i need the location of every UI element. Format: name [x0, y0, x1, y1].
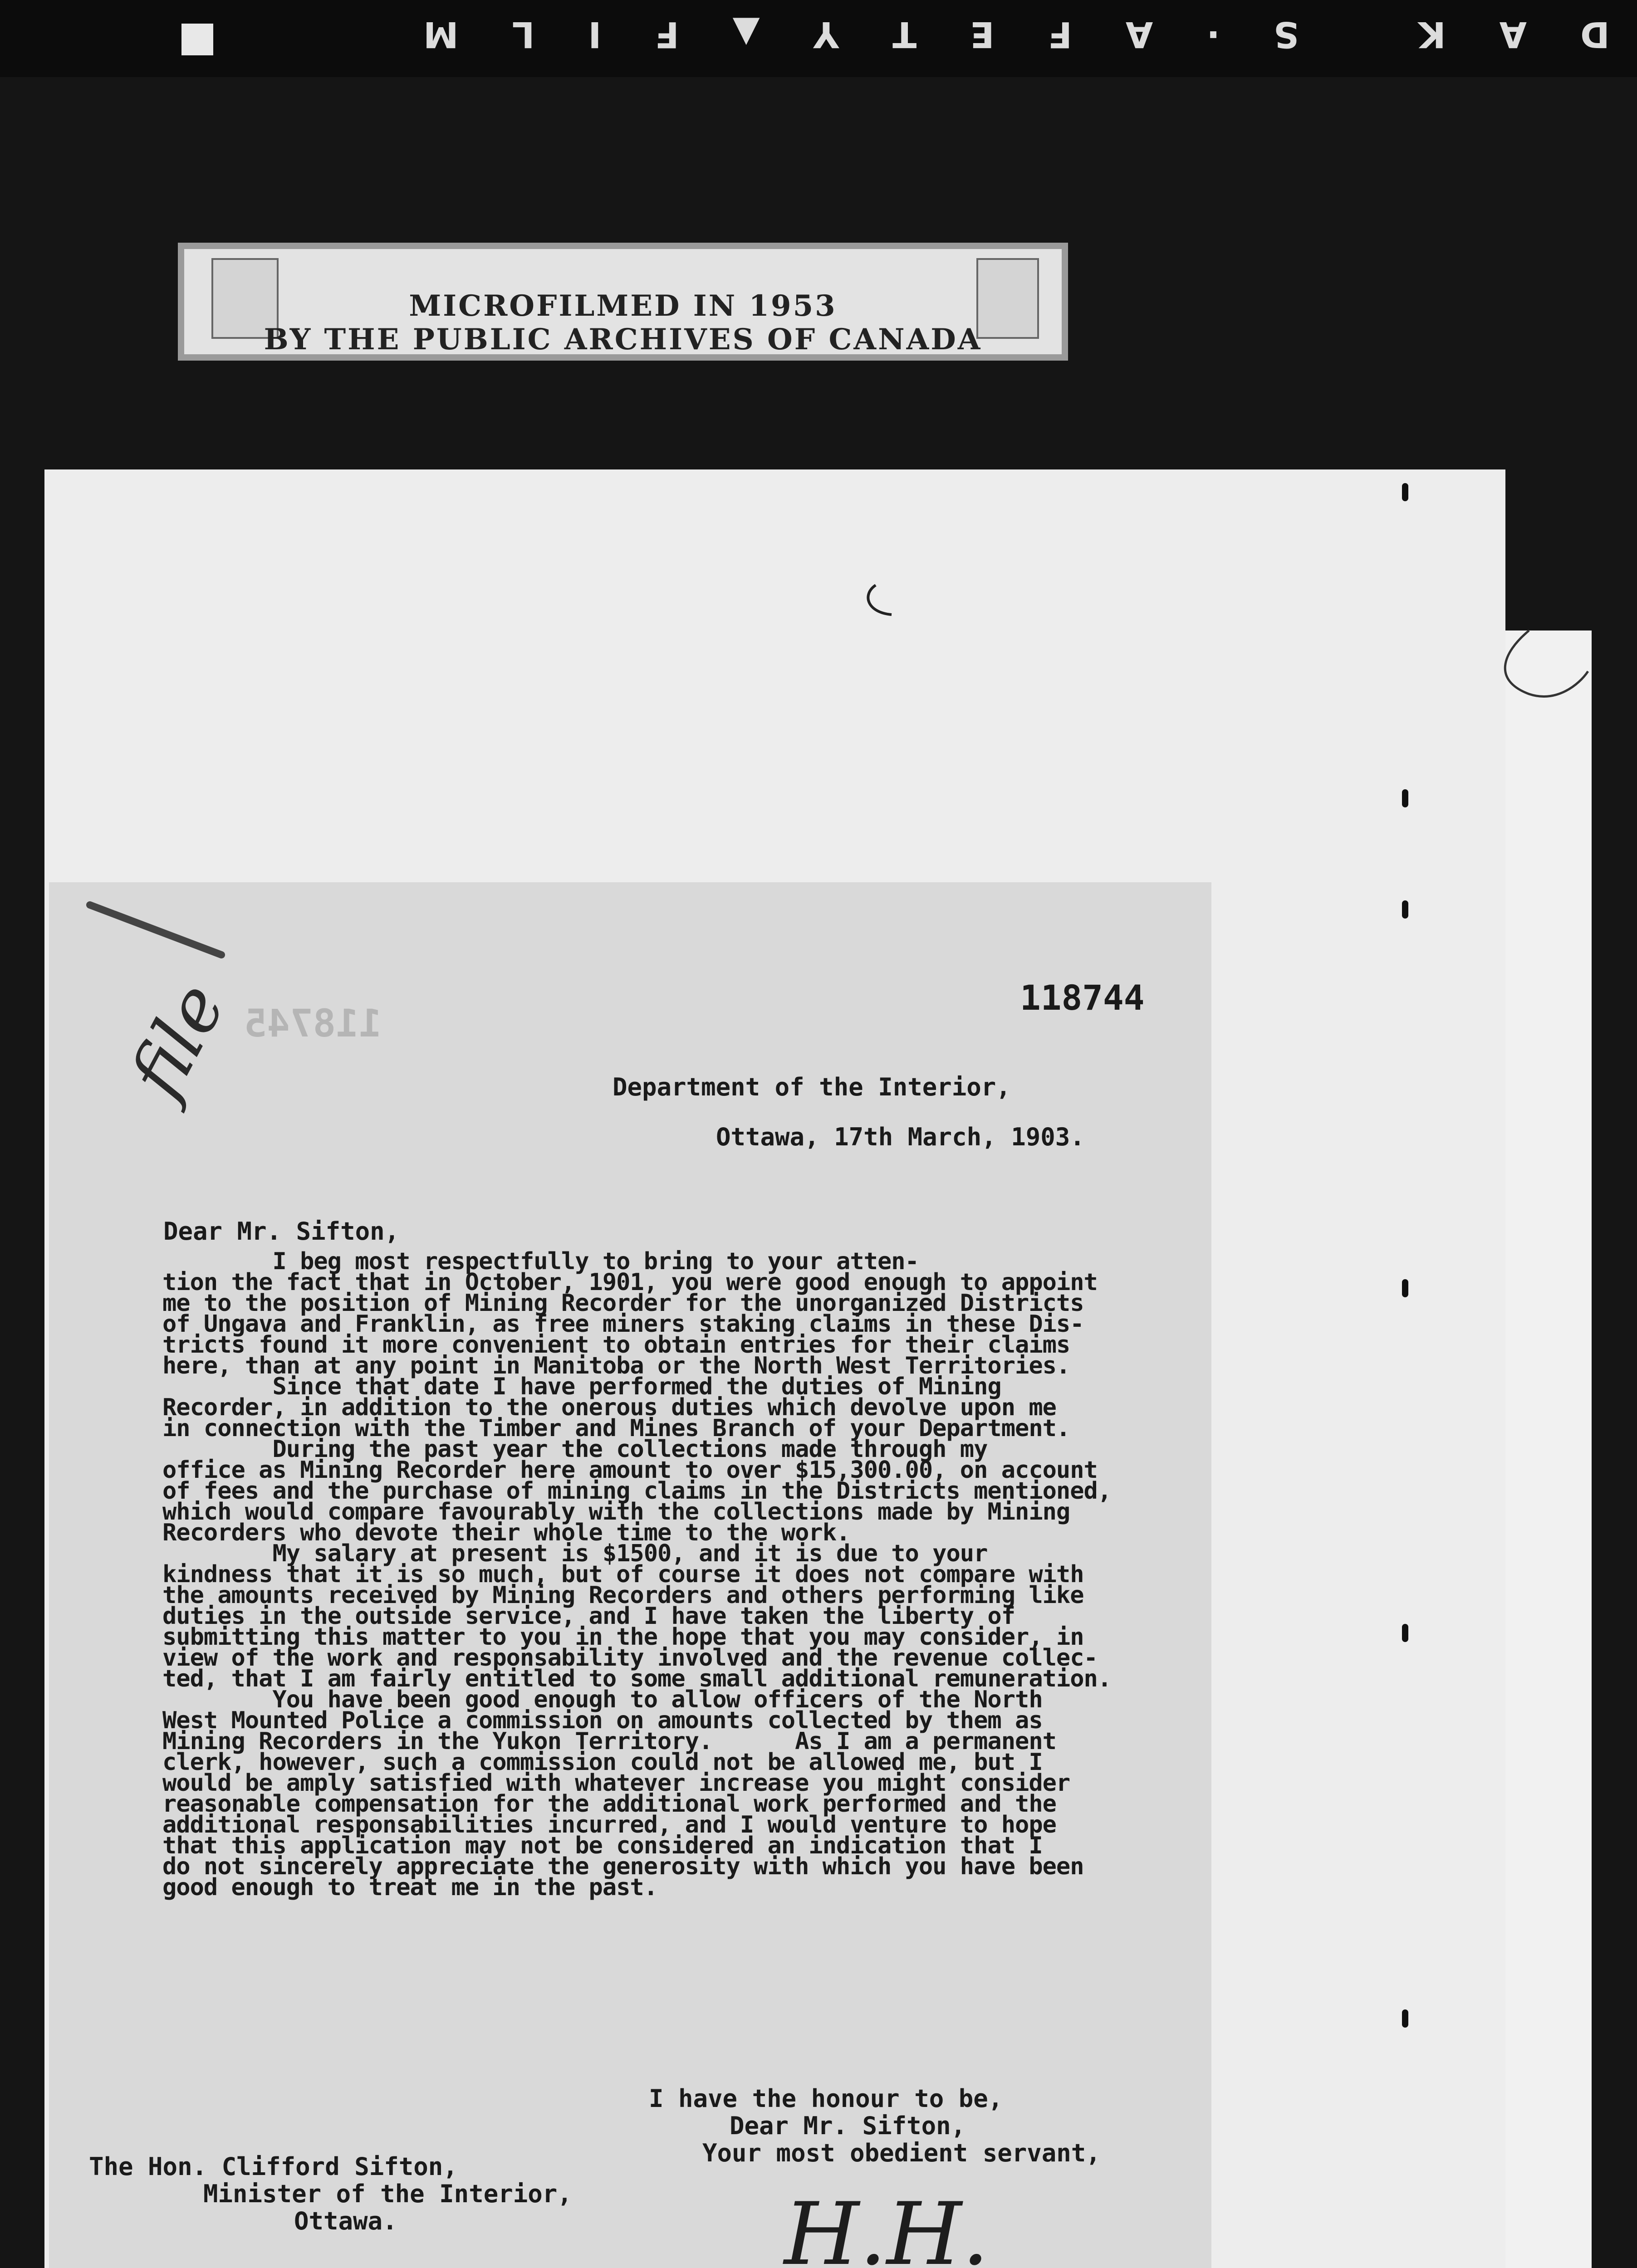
body-line: do not sincerely appreciate the generosity with which you have been — [162, 1853, 1084, 1880]
body-line: good enough to treat me in the past. — [162, 1874, 658, 1901]
body-line: duties in the outside service, and I have taken the liberty of — [162, 1603, 1015, 1630]
body-line: You have been good enough to allow officers of the North — [162, 1686, 1043, 1713]
body-line: reasonable compensation for the additional work performed and the — [162, 1790, 1056, 1818]
body-line: During the past year the collections made through my — [162, 1436, 988, 1463]
body-line: Recorders who devote their whole time to the work. — [162, 1519, 850, 1546]
body-line: of fees and the purchase of mining claims in the Districts mentioned, — [162, 1477, 1112, 1505]
body-line: in connection with the Timber and Mines Branch of your Department. — [162, 1415, 1070, 1442]
film-perforation — [181, 24, 213, 55]
body-line: My salary at present is $1500, and it is due to your — [162, 1540, 988, 1567]
addressee-line-3: Ottawa. — [294, 2207, 397, 2235]
punch-mark — [1402, 789, 1408, 807]
archive-label-line1: MICROFILMED IN 1953 — [409, 289, 837, 323]
body-line: office as Mining Recorder here amount to over $15,300.00, on account — [162, 1457, 1098, 1484]
pen-stroke — [85, 900, 230, 964]
body-line: here, than at any point in Manitoba or the North West Territories. — [162, 1352, 1070, 1379]
signature-text: H.H. — [784, 2184, 990, 2268]
film-edge — [0, 0, 1637, 77]
department-heading: Department of the Interior, — [613, 1073, 1011, 1101]
body-line: me to the position of Mining Recorder for the unorganized Districts — [162, 1290, 1084, 1317]
closing-line-3: Your most obedient servant, — [702, 2139, 1101, 2167]
body-line: that this application may not be considered an indication that I — [162, 1832, 1043, 1859]
body-line: submitting this matter to you in the hope that you may consider, in — [162, 1623, 1084, 1651]
punch-mark — [1402, 2009, 1408, 2028]
salutation: Dear Mr. Sifton, — [163, 1217, 400, 1246]
archive-label-line2: BY THE PUBLIC ARCHIVES OF CANADA — [264, 323, 982, 357]
file-number: 118744 — [1020, 978, 1145, 1018]
edge-scribble — [1475, 626, 1593, 735]
place-date: Ottawa, 17th March, 1903. — [716, 1123, 1085, 1151]
body-line: tricts found it more convenient to obtain entries for their claims — [162, 1331, 1070, 1359]
body-line: West Mounted Police a commission on amounts collected by them as — [162, 1707, 1043, 1734]
body-line: Since that date I have performed the duties of Mining — [162, 1373, 1001, 1400]
signature — [784, 2184, 1211, 2268]
archive-label — [178, 243, 1068, 361]
body-line: view of the work and responsability involved and the revenue collec- — [162, 1644, 1098, 1672]
body-line: clerk, however, such a commission could not be allowed me, but I — [162, 1749, 1043, 1776]
body-line: kindness that it is so much, but of course it does not compare with — [162, 1561, 1084, 1588]
letter-page — [49, 882, 1211, 2268]
addressee-line-2: Minister of the Interior, — [203, 2180, 572, 2208]
body-line: ted, that I am fairly entitled to some small additional remuneration. — [162, 1665, 1112, 1692]
punch-mark — [1402, 1624, 1408, 1642]
ghost-file-number: 118745 — [244, 1001, 382, 1046]
punch-mark — [1402, 1279, 1408, 1297]
file-note-text: file — [113, 969, 242, 1111]
closing-line-2: Dear Mr. Sifton, — [730, 2112, 966, 2140]
body-line: Mining Recorders in the Yukon Territory. As I am a permanent — [162, 1728, 1056, 1755]
film-edge-text: DAK S·AFETY▲FILM — [370, 14, 1610, 54]
body-line: the amounts received by Mining Recorders and others performing like — [162, 1582, 1084, 1609]
body-line: would be amply satisfied with whatever increase you might consider — [162, 1769, 1070, 1797]
punch-mark — [1402, 900, 1408, 919]
right-paper-strip — [1505, 631, 1592, 2268]
addressee-line-1: The Hon. Clifford Sifton, — [89, 2152, 458, 2181]
closing-line-1: I have the honour to be, — [649, 2084, 1003, 2113]
body-line: I beg most respectfully to bring to your atten- — [162, 1248, 919, 1275]
body-line: of Ungava and Franklin, as free miners staking claims in these Dis- — [162, 1310, 1084, 1338]
handwritten-file-note — [113, 966, 244, 1116]
body-line: which would compare favourably with the collections made by Mining — [162, 1498, 1070, 1525]
body-line: Recorder, in addition to the onerous duties which devolve upon me — [162, 1394, 1056, 1421]
body-line: additional responsabilities incurred, and I would venture to hope — [162, 1811, 1056, 1838]
body-line: tion the fact that in October, 1901, you were good enough to appoint — [162, 1269, 1098, 1296]
pen-mark — [858, 581, 898, 621]
punch-mark — [1402, 483, 1408, 501]
